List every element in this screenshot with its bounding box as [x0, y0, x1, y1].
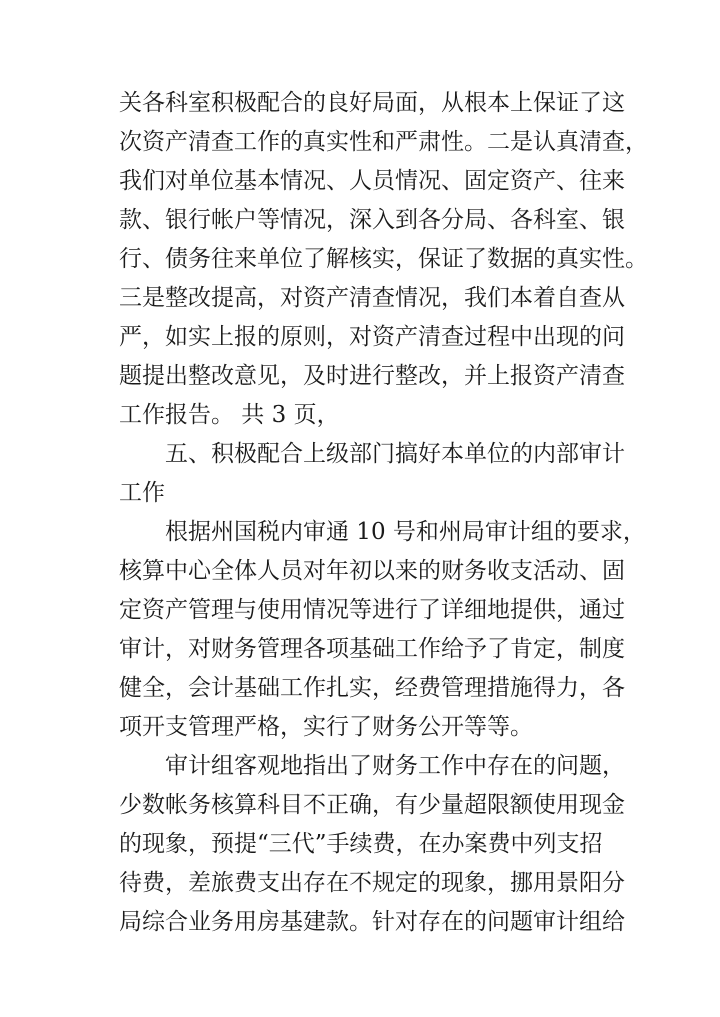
text-line: 核算中心全体人员对年初以来的财务收支活动、固	[119, 558, 625, 584]
text-line: 少数帐务核算科目不正确，有少量超限额使用现金	[119, 792, 625, 818]
text-line: 题提出整改意见，及时进行整改，并上报资产清查	[119, 363, 625, 389]
section-heading-continued: 工作	[119, 480, 165, 506]
text-line: 局综合业务用房基建款。针对存在的问题审计组给	[119, 909, 625, 935]
text-line: 严，如实上报的原则，对资产清查过程中出现的问	[119, 324, 625, 350]
section-heading: 五、积极配合上级部门搞好本单位的内部审计	[165, 441, 625, 467]
paragraph-start: 审计组客观地指出了财务工作中存在的问题，	[165, 753, 625, 779]
text-line: 关各科室积极配合的良好局面，从根本上保证了这	[119, 90, 625, 116]
text-line: 定资产管理与使用情况等进行了详细地提供，通过	[119, 597, 625, 623]
text-line: 行、债务往来单位了解核实，保证了数据的真实性。	[119, 246, 648, 272]
text-line: 审计，对财务管理各项基础工作给予了肯定，制度	[119, 636, 625, 662]
paragraph-start: 根据州国税内审通 10 号和州局审计组的要求，	[165, 519, 646, 545]
text-line: 三是整改提高，对资产清查情况，我们本着自查从	[119, 285, 625, 311]
text-line: 健全，会计基础工作扎实，经费管理措施得力，各	[119, 675, 625, 701]
text-line: 我们对单位基本情况、人员情况、固定资产、往来	[119, 168, 625, 194]
text-line: 待费，差旅费支出存在不规定的现象，挪用景阳分	[119, 870, 625, 896]
text-line: 的现象，预提“三代”手续费，在办案费中列支招	[119, 831, 603, 857]
text-line: 工作报告。 共 3 页，	[119, 402, 340, 428]
text-line: 次资产清查工作的真实性和严肃性。二是认真清查，	[119, 129, 648, 155]
text-line: 项开支管理严格，实行了财务公开等等。	[119, 714, 533, 740]
text-line: 款、银行帐户等情况，深入到各分局、各科室、银	[119, 207, 625, 233]
body-text	[119, 84, 648, 942]
